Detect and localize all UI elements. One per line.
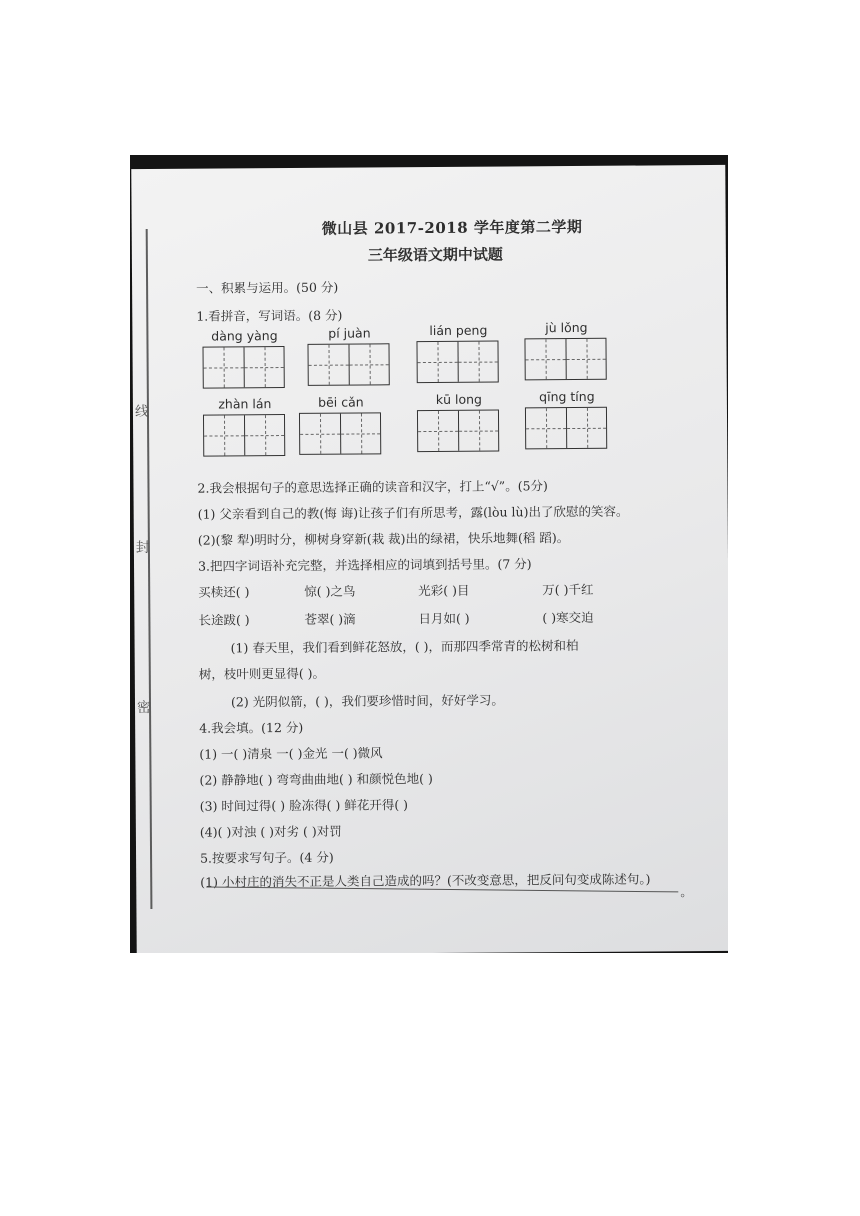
pinyin-text: qīng tíng	[539, 388, 595, 405]
q3-word: 万( )千红	[542, 581, 594, 598]
binding-char-mi: 密	[136, 699, 152, 717]
q1-prompt: 1.看拼音，写词语。(8 分)	[196, 307, 343, 324]
exam-subtitle: 三年级语文期中试题	[367, 245, 503, 265]
q4-line: (3) 时间过得( ) 脸冻得( ) 鲜花开得( )	[199, 797, 409, 814]
q4-line: (4)( )对浊 ( )对劣 ( )对罚	[199, 823, 342, 840]
writing-grid[interactable]	[524, 338, 606, 381]
writing-grid[interactable]	[525, 407, 607, 450]
q5-line: (1) 小村庄的消失不正是人类自己造成的吗？(不改变意思，把反问句变成陈述句。)	[200, 871, 651, 890]
photo-frame	[130, 155, 728, 953]
q3-word: 日月如( )	[418, 610, 470, 627]
q3-word: 买椟还( )	[198, 584, 250, 600]
answer-end-mark: 。	[680, 885, 693, 900]
writing-grid[interactable]	[307, 343, 389, 386]
pinyin-item	[416, 322, 500, 339]
pinyin-text: dàng yàng	[211, 328, 278, 344]
exam-paper	[131, 165, 728, 953]
binding-line	[146, 229, 153, 909]
writing-grid[interactable]	[417, 410, 499, 453]
pinyin-item	[299, 394, 383, 410]
writing-grid[interactable]	[416, 341, 498, 384]
writing-grid[interactable]	[203, 414, 285, 457]
pinyin-item	[524, 319, 608, 336]
q4-line: (2) 静静地( ) 弯弯曲曲地( ) 和颜悦色地( )	[199, 770, 433, 788]
pinyin-item	[417, 391, 501, 407]
q3-word: 苍翠( )滴	[304, 611, 356, 627]
pinyin-text: zhàn lán	[218, 396, 272, 412]
q3-word: 长途跋( )	[198, 612, 250, 628]
q3-word: 惊( )之鸟	[304, 583, 356, 599]
q3-sentence: (2) 光阴似箭，( )，我们要珍惜时间，好好学习。	[230, 692, 504, 710]
pinyin-text: jù lǒng	[545, 319, 588, 336]
q2-line: (2)(黎 犁)明时分，柳树身穿新(栽 裁)出的绿裙，快乐地舞(稻 蹈)。	[197, 530, 570, 548]
pinyin-text: kū long	[435, 391, 482, 407]
q4-prompt: 4.我会填。(12 分)	[199, 719, 304, 736]
pinyin-item	[202, 328, 286, 344]
q3-word: 光彩( )目	[418, 582, 470, 599]
pinyin-item	[525, 388, 609, 405]
q3-prompt: 3.把四字词语补充完整，并选择相应的词填到括号里。(7 分)	[197, 556, 532, 574]
pinyin-text: bēi cǎn	[318, 394, 364, 410]
pinyin-text: lián peng	[429, 322, 488, 339]
pinyin-text: pí juàn	[328, 325, 371, 341]
exam-title: 微山县 2017-2018 学年度第二学期	[321, 217, 583, 238]
q2-prompt: 2.我会根据句子的意思选择正确的读音和汉字，打上“√”。(5分)	[197, 478, 548, 496]
q5-prompt: 5.按要求写句子。(4 分)	[200, 849, 334, 866]
q3-sentence: (1) 春天里，我们看到鲜花怒放，( )，而那四季常青的松树和柏	[230, 637, 579, 656]
q2-line: (1) 父亲看到自己的教(悔 诲)让孩子们有所思考，露(lòu lù)出了欣慰的笑容。	[197, 503, 629, 522]
q3-word: ( )寒交迫	[542, 609, 594, 626]
section1-heading: 一、积累与运用。(50 分)	[196, 279, 339, 296]
binding-char-feng: 封	[135, 539, 150, 557]
pinyin-item	[307, 325, 391, 341]
writing-grid[interactable]	[299, 412, 381, 455]
binding-char-xian: 线	[134, 403, 150, 421]
pinyin-item	[203, 396, 287, 412]
q4-line: (1) 一( )清泉 一( )金光 一( )微风	[199, 745, 383, 762]
writing-grid[interactable]	[203, 346, 285, 389]
q3-sentence: 树，枝叶则更显得( )。	[198, 665, 326, 682]
